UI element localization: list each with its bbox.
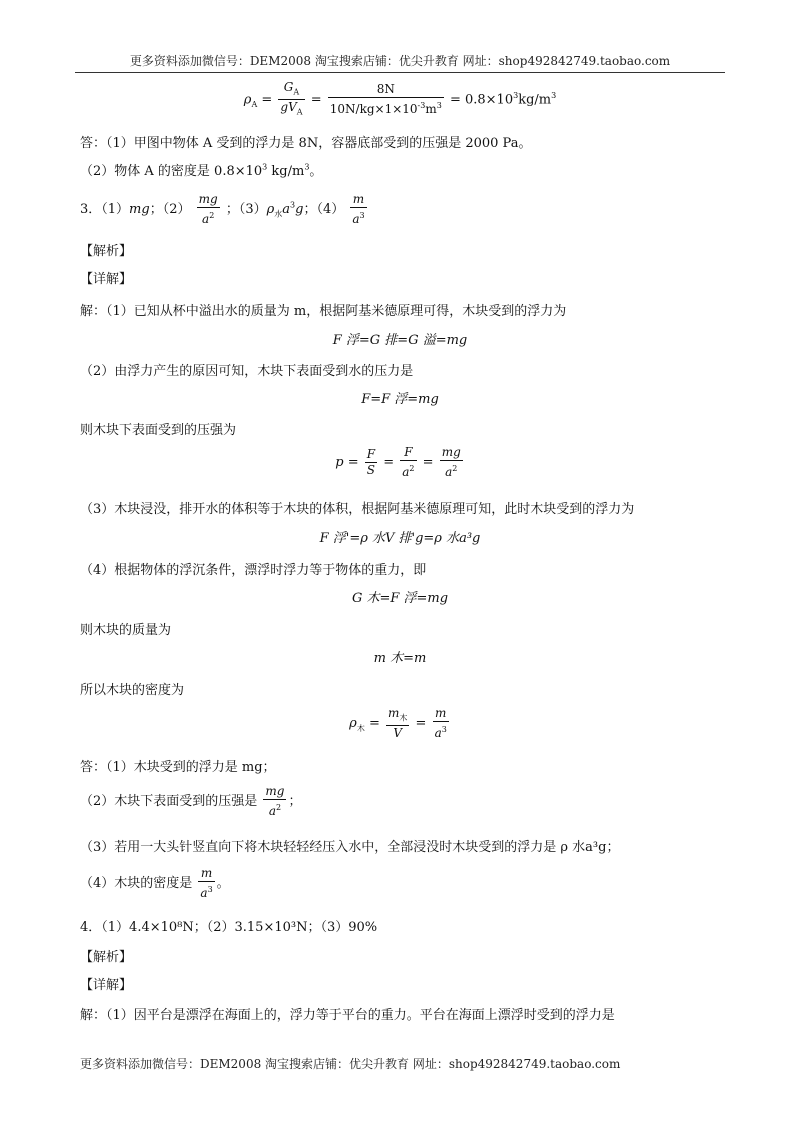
p-frac2-num: F [404, 445, 413, 459]
q3-g: g [295, 202, 304, 217]
answer-2-unit-exp: 3 [304, 162, 310, 172]
density-rho: ρ [349, 716, 357, 732]
q3-sep-4: ；（4） [303, 202, 345, 217]
frac-num: G [283, 80, 294, 94]
result-exp: 3 [513, 91, 519, 101]
q3-frac2-den: a [352, 212, 360, 226]
frac2-den-unit-exp: 3 [436, 101, 442, 111]
q3-rho-sub: 水 [274, 209, 283, 219]
fa2-frac-num: mg [265, 784, 285, 798]
q3-rho: ρ [266, 202, 275, 217]
p-frac3-den: a [445, 465, 453, 479]
p-frac1-num: F [366, 447, 376, 461]
p-frac1-den: S [365, 462, 377, 478]
final-answer-4-text: （4）木块的密度是 [80, 876, 193, 891]
page-header: 更多资料添加微信号：DEM2008 淘宝搜索店铺：优尖升教育 网址：shop492842749.taobao.com [129, 54, 671, 68]
d-frac2-den: a [434, 726, 442, 741]
fa2-frac-den: a [268, 804, 276, 818]
answer-line-2 [80, 160, 322, 179]
frac-num-sub: A [293, 87, 300, 97]
equation-weight: G 木=F 浮=mg [351, 591, 449, 606]
equation-pressure: p = $\frac{F}{S}$ = $\frac{F}{a^2}$ = $\frac{mg}{a^2}$ [335, 445, 461, 479]
q3-frac-num: mg [198, 192, 218, 206]
q3-frac2-den-exp: 3 [359, 211, 365, 220]
frac2-den-exp: -3 [417, 101, 426, 111]
result-value: = 0.8×10 [449, 92, 514, 108]
q3-sep-2: ；（2） [149, 202, 191, 217]
frac-den: gV [280, 100, 297, 115]
d-frac1-den: V [386, 725, 409, 741]
fa4-frac-num: m [200, 866, 213, 880]
fa4-frac-den-exp: 3 [207, 885, 213, 894]
section-jiexi: 【解析】 [80, 244, 133, 259]
q3-a-exp: 3 [290, 200, 296, 210]
result-unit: kg/m [518, 92, 552, 108]
answer-2-text: （2）物体 A 的密度是 0.8×10 [80, 164, 263, 179]
equation-submerged-buoyancy: F 浮'=ρ 水V 排'g=ρ 水a³g [319, 531, 481, 546]
q3-fraction-m-a3 [350, 192, 366, 227]
q3-label: 3．（1） [80, 202, 130, 217]
rho-symbol: ρ [243, 92, 252, 108]
answer-line-1: 答：（1）甲图中物体 A 受到的浮力是 8N，容器底部受到的压强是 2000 Pa。 [80, 136, 532, 151]
equation-force: F=F 浮=mg [361, 392, 439, 407]
page-footer: 更多资料添加微信号：DEM2008 淘宝搜索店铺：优尖升教育 网址：shop492842749.taobao.com [80, 1057, 621, 1071]
frac2-den: 10N/kg×1×10 [329, 102, 418, 117]
frac2-den-unit: m [425, 102, 437, 117]
p-frac2-den: a [402, 465, 410, 479]
final-answer-2 [80, 784, 302, 819]
fraction-8n [328, 82, 444, 117]
q3-a: a [282, 202, 291, 217]
solution-step-6: 则木块的质量为 [80, 623, 172, 638]
q3-frac-den: a [202, 212, 210, 226]
d-frac2-num: m [435, 706, 447, 721]
solution-step-5: （4）根据物体的浮沉条件，漂浮时浮力等于物体的重力，即 [80, 563, 427, 578]
d-frac1-num-sub: 木 [399, 713, 408, 723]
result-unit-exp: 3 [551, 91, 557, 101]
final-answer-2-text: （2）木块下表面受到的压强是 [80, 794, 258, 809]
density-rho-sub: 木 [356, 723, 365, 733]
fa2-frac-den-exp: 2 [275, 803, 282, 812]
solution-step-7: 所以木块的密度为 [80, 683, 185, 698]
solution-step-3: 则木块下表面受到的压强为 [80, 423, 237, 438]
answer-2-end: 。 [309, 164, 323, 179]
section-jiexi-2: 【解析】 [80, 950, 133, 965]
section-xiangjie: 【详解】 [80, 272, 133, 287]
solution-step-8: 解：（1）因平台是漂浮在海面上的，浮力等于平台的重力。平台在海面上漂浮时受到的浮力是 [80, 1008, 615, 1023]
rho-subscript: A [251, 99, 258, 109]
fraction-ga-gva [278, 80, 304, 120]
pressure-lhs: p = [335, 455, 359, 470]
final-answer-4 [80, 866, 230, 901]
d-frac2-den-exp: 3 [441, 725, 447, 735]
p-frac2-den-exp: 2 [409, 464, 415, 473]
final-answer-3: （3）若用一大头针竖直向下将木块轻轻经压入水中，全部浸没时木块受到的浮力是 ρ 水a³g； [80, 840, 620, 855]
q3-sep-3: ；（3） [225, 202, 267, 217]
answer-2-exp: 3 [262, 162, 268, 172]
solution-step-4: （3）木块浸没，排开水的体积等于木块的体积，根据阿基米德原理可知，此时木块受到的浮力为 [80, 502, 635, 517]
equation-density: $\rho_木$ = $\frac{m_木}{V}$ = $\frac{m}{a^3}$ [349, 706, 447, 741]
q3-mg: mg [129, 202, 150, 217]
question-4-answers: 4．（1）4.4×10⁸N；（2）3.15×10³N；（3）90% [80, 920, 378, 935]
q3-fraction-mg-a2 [197, 192, 220, 227]
final-answer-4-end: 。 [216, 876, 230, 891]
p-frac3-num: mg [441, 445, 461, 459]
section-xiangjie-2: 【详解】 [80, 978, 133, 993]
solution-step-2: （2）由浮力产生的原因可知，木块下表面受到水的压力是 [80, 364, 414, 379]
equation-buoyancy: F 浮=G 排=G 溢=mg [332, 333, 468, 348]
final-answer-1: 答：（1）木块受到的浮力是 mg； [80, 760, 276, 775]
solution-step-1: 解：（1）已知从杯中溢出水的质量为 m，根据阿基米德原理可得，木块受到的浮力为 [80, 304, 567, 319]
final-answer-2-end: ； [288, 794, 302, 809]
d-frac1-num: m [388, 706, 400, 720]
frac-den-sub: A [296, 107, 303, 117]
q3-frac2-num: m [352, 192, 365, 206]
answer-2-unit: kg/m [267, 164, 305, 179]
q3-frac-den-exp: 2 [209, 211, 215, 220]
frac2-num: 8N [376, 82, 395, 97]
question-3-answers [80, 192, 369, 227]
formula-density-a: $\rho_A$ = $\frac{G_A}{gV_A}$ = $\frac{8N}{10N/kg\times 1\times 10^{-3}m^3}$ = $0.8\times 10^3kg/m^3$ [0, 80, 800, 120]
equation-mass: m 木=m [373, 651, 427, 666]
p-frac3-den-exp: 2 [452, 464, 458, 473]
header-divider [75, 72, 725, 73]
fa4-frac-den: a [200, 886, 208, 900]
